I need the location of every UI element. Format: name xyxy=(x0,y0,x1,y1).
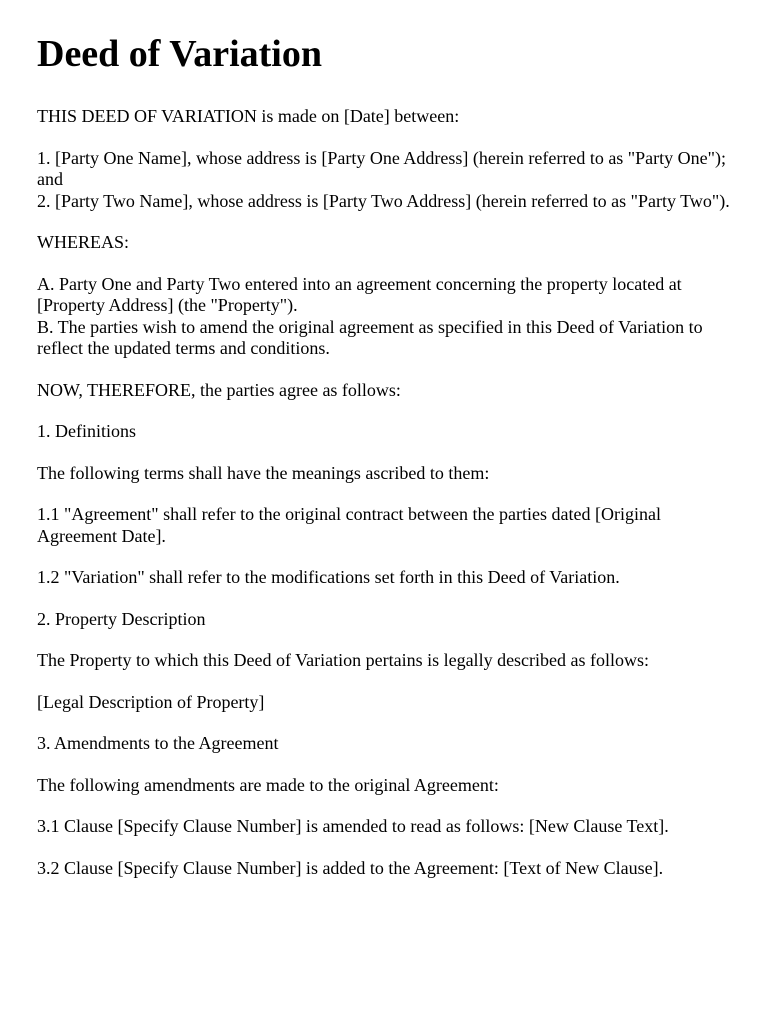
now-therefore-paragraph: NOW, THEREFORE, the parties agree as follows: xyxy=(37,379,401,400)
recital-a: A. Party One and Party Two entered into an agreement concerning the property located at [Property Address] (the "Property"). xyxy=(37,273,682,315)
party-one-line: 1. [Party One Name], whose address is [Party One Address] (herein referred to as "Party One"); and xyxy=(37,147,726,189)
definitions-heading: 1. Definitions xyxy=(37,421,136,441)
property-lead: The Property to which this Deed of Variation pertains is legally described as follows: xyxy=(37,650,650,670)
definition-clause-1-1: 1.1 "Agreement" shall refer to the original contract between the parties dated [Original Agreement Date]. xyxy=(37,504,661,546)
intro-paragraph: THIS DEED OF VARIATION is made on [Date] between: xyxy=(37,106,460,126)
party-two-line: 2. [Party Two Name], whose address is [Party Two Address] (herein referred to as "Party Two"). xyxy=(37,190,730,211)
definition-clause-1-2: 1.2 "Variation" shall refer to the modifications set forth in this Deed of Variation. xyxy=(37,567,620,587)
recitals-paragraph xyxy=(37,274,730,360)
amendments-heading: 3. Amendments to the Agreement xyxy=(37,733,279,753)
property-legal-description: [Legal Description of Property] xyxy=(37,691,265,712)
recital-b: B. The parties wish to amend the original agreement as specified in this Deed of Variation to reflect the updated terms and conditions. xyxy=(37,316,703,358)
property-heading: 2. Property Description xyxy=(37,608,206,629)
parties-paragraph xyxy=(37,148,730,213)
amendments-lead: The following amendments are made to the original Agreement: xyxy=(37,774,499,795)
whereas-heading: WHEREAS: xyxy=(37,232,129,252)
amendment-clause-3-1: 3.1 Clause [Specify Clause Number] is amended to read as follows: [New Clause Text]. xyxy=(37,816,669,836)
document-title: Deed of Variation xyxy=(37,33,322,75)
definitions-lead: The following terms shall have the meanings ascribed to them: xyxy=(37,462,490,483)
amendment-clause-3-2: 3.2 Clause [Specify Clause Number] is added to the Agreement: [Text of New Clause]. xyxy=(37,857,664,878)
